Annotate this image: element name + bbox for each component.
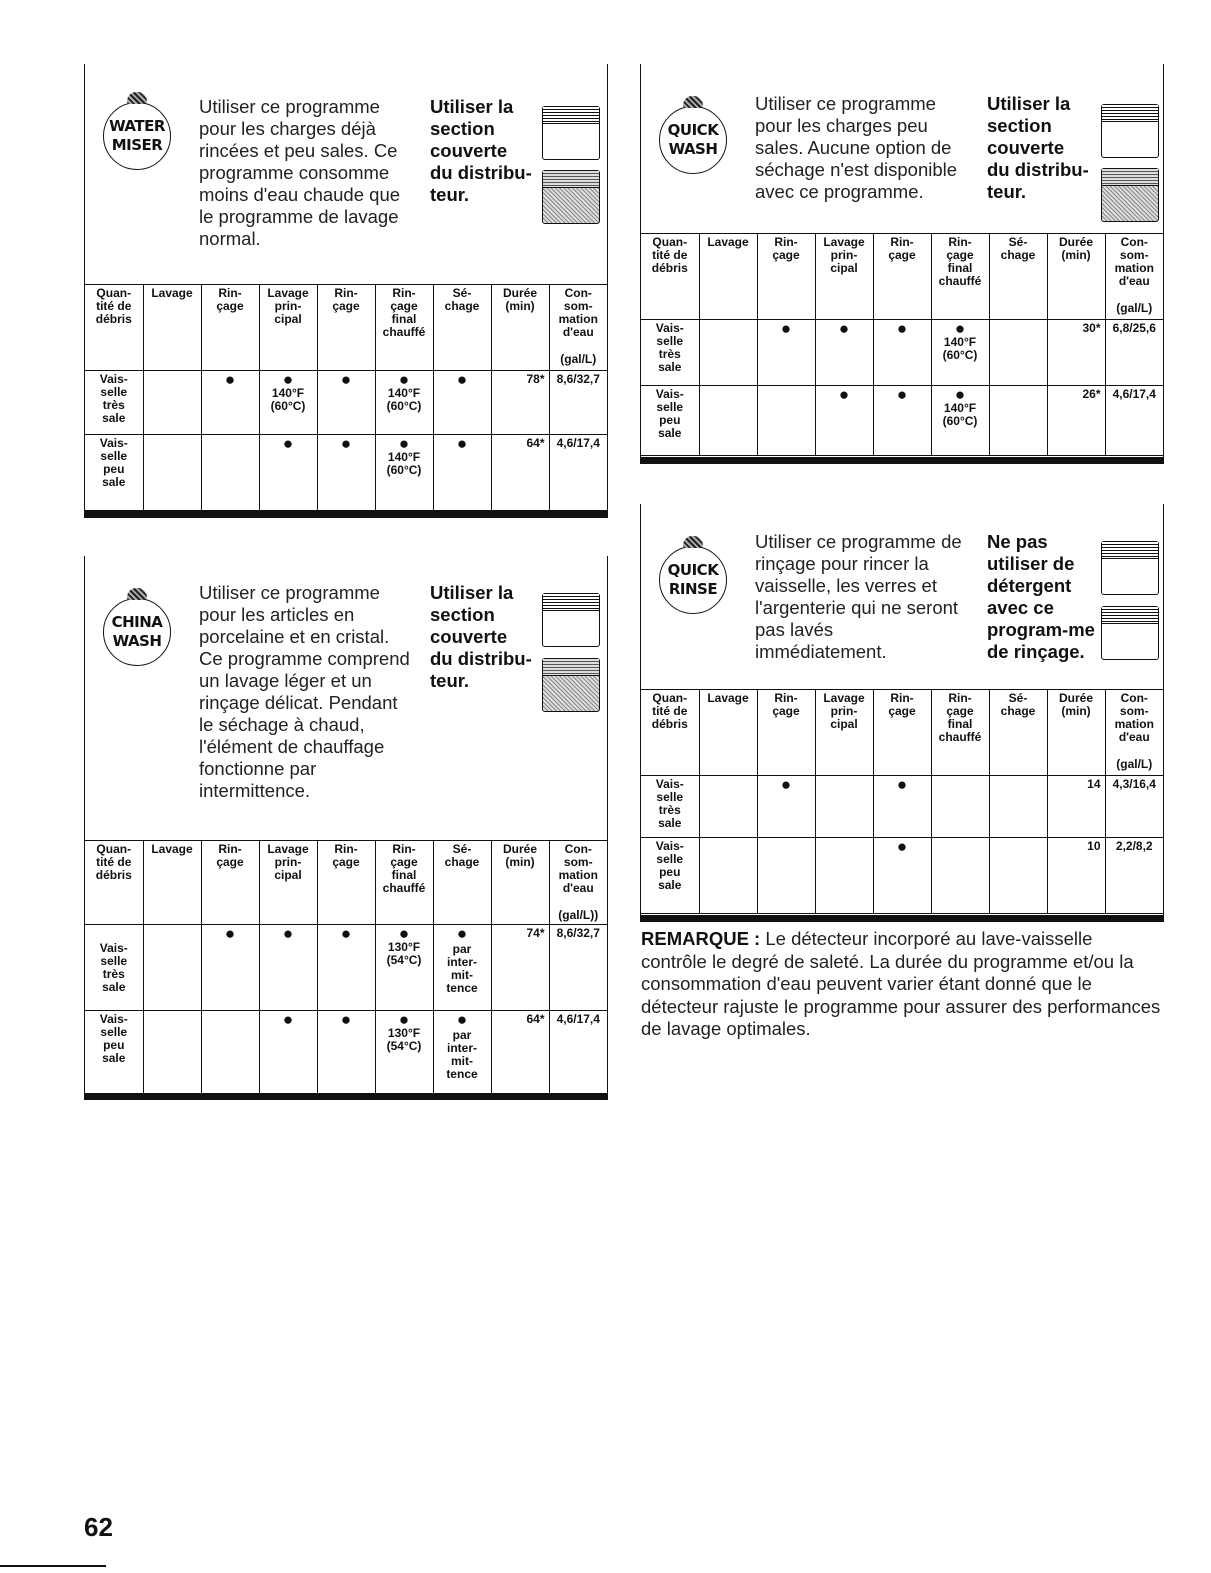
china-wash-description: Utiliser ce programme pour les articles en porcelaine et en cristal. Ce programme comprend un lavage léger et un rinçage délicat. Pendant le séchage à chaud, l'élément de chauffage fonctionne par intermittence. bbox=[199, 582, 410, 801]
remarque-note bbox=[641, 928, 1161, 1041]
quick-wash-description: Utiliser ce programme pour les charges peu sales. Aucune option de séchage n'est disponible avec ce programme. bbox=[755, 93, 958, 202]
dispenser-covered-icon bbox=[1101, 606, 1159, 660]
page-number: 62 bbox=[84, 1512, 113, 1542]
water-miser-table: Quan- tité de débris Lavage Rin- çage Lavage prin- cipal Rin- çage Rin- çage final chauffé Sé- chage Durée (min) Con- som- mation d'eau (gal/L) Vais- selle très sale ● ● 140°F (60°C) ● ● 140°F (60°C) ● 78* 8,6/32,7 Vais- selle peu sale ● ● ● 140°F (60°C) ● 64* 4,6/17,4 bbox=[85, 284, 607, 511]
table-row: Vais- selle peu sale ● ● ● 140°F (60°C) ● 64* 4,6/17,4 bbox=[85, 435, 607, 511]
dial-knob-icon bbox=[127, 92, 147, 104]
footer-rule bbox=[0, 1565, 106, 1567]
quick-wash-instruction: Utiliser la section couverte du distribu-teur. bbox=[987, 93, 1089, 202]
note-text: Le détecteur incorporé au lave-vaisselle contrôle le degré de saleté. La durée du programme et/ou la consommation d'eau peuvent varier étant donné que le détecteur rajuste le programme pour assurer des performances de lavage optimales. bbox=[641, 928, 1161, 1039]
water-miser-description: Utiliser ce programme pour les charges déjà rincées et peu sales. Ce programme consomme moins d'eau chaude que le programme de lavage normal. bbox=[199, 96, 401, 249]
dial-knob-icon bbox=[127, 588, 147, 600]
quick-wash-badge: QUICK WASH bbox=[659, 106, 727, 174]
dispenser-shaded-icon bbox=[1101, 168, 1159, 222]
quick-wash-panel bbox=[640, 64, 1164, 464]
table-row: Vais- selle très sale ● ● ● ● 140°F (60°C) 30* 6,8/25,6 bbox=[641, 320, 1163, 386]
quick-rinse-badge: QUICK RINSE bbox=[659, 546, 727, 614]
water-miser-instruction: Utiliser la section couverte du distribu-teur. bbox=[430, 96, 532, 205]
dispenser-shaded-icon bbox=[542, 658, 600, 712]
china-wash-instruction: Utiliser la section couverte du distribu-teur. bbox=[430, 582, 532, 691]
china-wash-panel bbox=[84, 556, 608, 1100]
table-row: Vais- selle très sale ● ● 140°F (60°C) ● ● 140°F (60°C) ● 78* 8,6/32,7 bbox=[85, 371, 607, 435]
quick-rinse-panel bbox=[640, 504, 1164, 922]
dispenser-shaded-icon bbox=[542, 170, 600, 224]
dial-knob-icon bbox=[683, 96, 703, 108]
china-wash-badge: CHINA WASH bbox=[103, 598, 171, 666]
dispenser-covered-icon bbox=[542, 106, 600, 160]
dial-knob-icon bbox=[683, 536, 703, 548]
water-miser-panel bbox=[84, 64, 608, 518]
quick-rinse-table: Quan- tité de débris Lavage Rin- çage Lavage prin- cipal Rin- çage Rin- çage final chauffé Sé- chage Durée (min) Con- som- mation d'eau (gal/L) Vais- selle très sale ● ● 14 4,3/16,4 Vais- selle peu sale ● 10 2,2/8,2 bbox=[641, 689, 1163, 914]
quick-rinse-description: Utiliser ce programme de rinçage pour rincer la vaisselle, les verres et l'argenterie qui ne seront pas lavés immédiatement. bbox=[755, 531, 962, 662]
note-label: REMARQUE : bbox=[641, 928, 761, 949]
table-row: Vais- selle très sale ● ● ● ● 130°F (54°C) ● par inter- mit- tence 74* 8,6/32,7 bbox=[85, 925, 607, 1011]
table-row: Vais- selle très sale ● ● 14 4,3/16,4 bbox=[641, 776, 1163, 838]
quick-rinse-instruction: Ne pas utiliser de détergent avec ce program-me de rinçage. bbox=[987, 531, 1095, 662]
dispenser-covered-icon bbox=[1101, 104, 1159, 158]
quick-wash-table: Quan- tité de débris Lavage Rin- çage Lavage prin- cipal Rin- çage Rin- çage final chauffé Sé- chage Durée (min) Con- som- mation d'eau (gal/L) Vais- selle très sale ● ● ● ● 140°F (60°C) 30* 6,8/25,6 Vais- selle peu sale ● ● ● 140°F (60°C) 26* 4,6/17,4 bbox=[641, 233, 1163, 456]
dispenser-covered-icon bbox=[1101, 541, 1159, 595]
china-wash-table: Quan- tité de débris Lavage Rin- çage Lavage prin- cipal Rin- çage Rin- çage final chauffé Sé- chage Durée (min) Con- som- mation d'eau (gal/L)) Vais- selle très sale ● ● ● ● 130°F (54°C) ● par inter- mit- tence 74* 8,6/32,7 Vais- selle peu sale ● ● ● 130°F (54°C) ● par inter- mit- tence 64* 4,6/17,4 bbox=[85, 840, 607, 1095]
table-row: Vais- selle peu sale ● ● ● 140°F (60°C) 26* 4,6/17,4 bbox=[641, 386, 1163, 456]
water-miser-badge: WATER MISER bbox=[103, 102, 171, 170]
table-row: Vais- selle peu sale ● 10 2,2/8,2 bbox=[641, 838, 1163, 914]
dispenser-covered-icon bbox=[542, 593, 600, 647]
table-row: Vais- selle peu sale ● ● ● 130°F (54°C) ● par inter- mit- tence 64* 4,6/17,4 bbox=[85, 1011, 607, 1095]
